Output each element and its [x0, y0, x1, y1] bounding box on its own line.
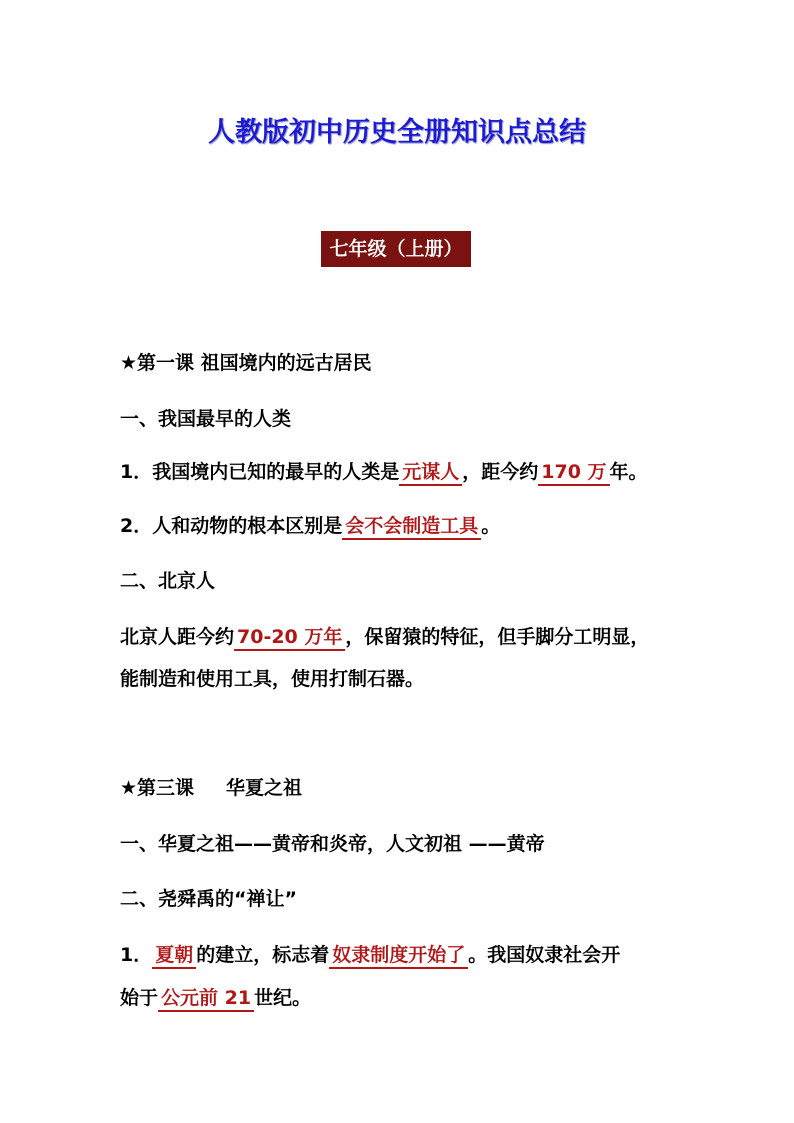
l3-item1-post: 。我国奴隶社会开 [468, 944, 621, 966]
lesson3-item1-line1 [120, 940, 620, 967]
lesson3-heading [120, 773, 302, 800]
lesson3-section2-heading: 二、尧舜禹的“禅让” [120, 888, 297, 910]
lesson3-heading-b: 华夏之祖 [226, 777, 303, 799]
highlight-21bc: 公元前 21 [158, 987, 254, 1012]
lesson3-item1-line2 [120, 983, 311, 1010]
highlight-slavery: 奴隶制度开始了 [329, 944, 468, 969]
item2-text-post: 。 [481, 515, 501, 537]
lesson1-heading: ★第一课 祖国境内的远古居民 [120, 352, 372, 374]
lesson1-section2-heading: 二、北京人 [120, 570, 216, 592]
l3-item1-mid: 的建立，标志着 [196, 944, 330, 966]
highlight-yuanmou: 元谋人 [399, 461, 462, 486]
document-title: 人教版初中历史全册知识点总结 [208, 117, 586, 148]
lesson1-paragraph-line2: 能制造和使用工具，使用打制石器。 [120, 668, 425, 690]
item2-text-pre: 2．人和动物的根本区别是 [120, 515, 343, 537]
item1-text-pre: 1．我国境内已知的最早的人类是 [120, 461, 400, 483]
highlight-170: 170 万 [538, 461, 609, 486]
l3-line2-pre: 始于 [120, 987, 159, 1009]
lesson1-item1 [120, 457, 648, 484]
l3-item1-num: 1． [120, 944, 153, 966]
item1-text-post: 年。 [609, 461, 648, 483]
lesson1-section1-heading: 一、我国最早的人类 [120, 408, 292, 430]
l3-line2-post: 世纪。 [254, 987, 312, 1009]
para-text-pre: 北京人距今约 [120, 626, 235, 648]
lesson1-paragraph-line1 [120, 622, 649, 649]
para-text-post: ，保留猿的特征，但手脚分工明显， [345, 626, 650, 648]
item1-text-mid: ，距今约 [462, 461, 539, 483]
grade-badge: 七年级（上册） [321, 231, 471, 267]
lesson3-heading-a: ★第三课 [120, 777, 195, 799]
highlight-tools: 会不会制造工具 [342, 515, 481, 540]
lesson1-item2 [120, 511, 500, 538]
highlight-70-20: 70-20 万年 [234, 626, 345, 651]
lesson3-section1-heading: 一、华夏之祖——黄帝和炎帝，人文初祖 ——黄帝 [120, 833, 545, 855]
highlight-xia: 夏朝 [152, 944, 196, 969]
